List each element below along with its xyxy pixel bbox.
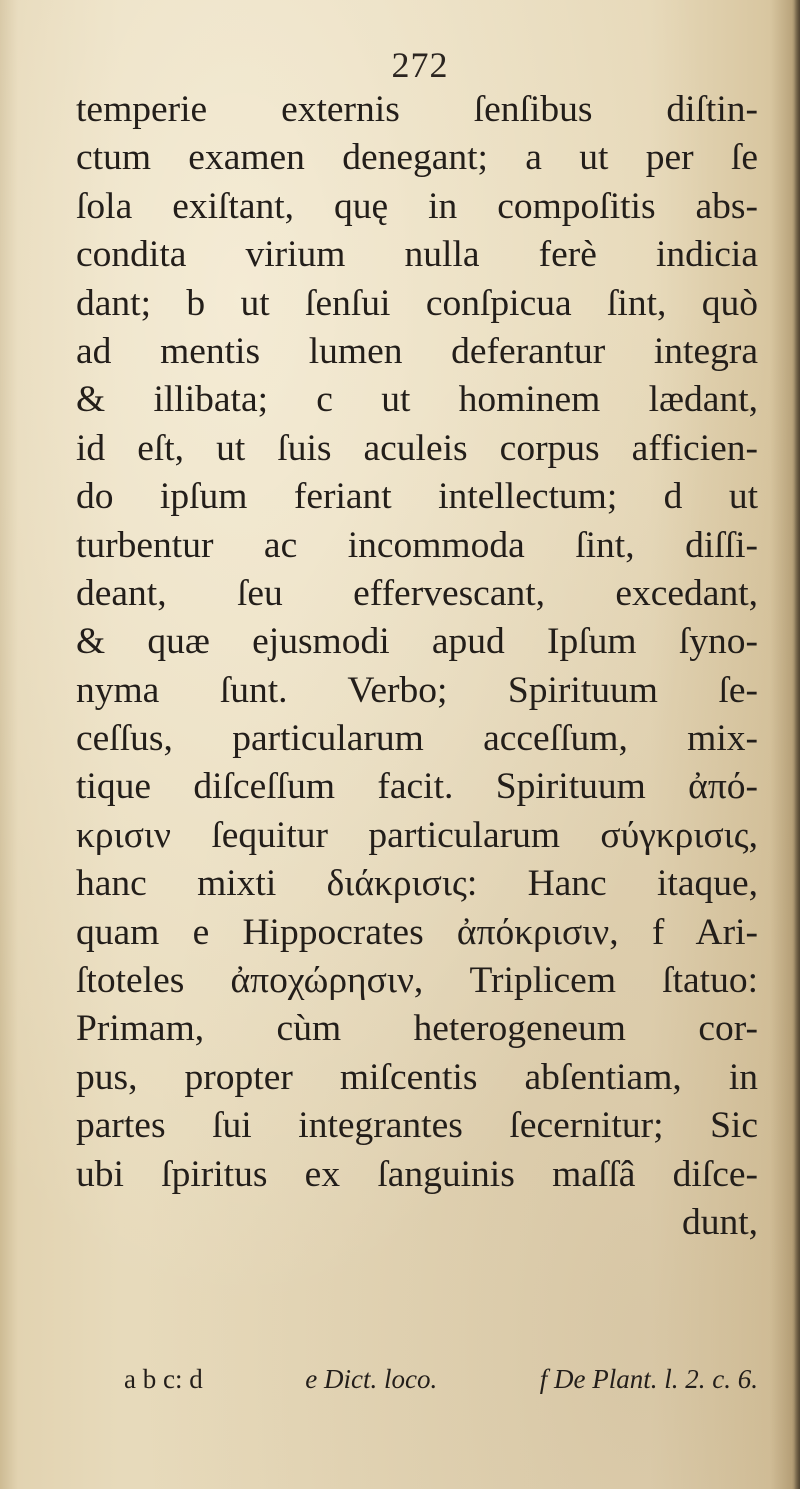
text-line: quam e Hippocrates ἀπόκρισιν, f Ari-	[76, 911, 758, 953]
text-line: condita virium nulla ferè indicia	[76, 234, 758, 276]
page-edge-shadow	[794, 0, 800, 1489]
footnote-e: e Dict. loco.	[305, 1364, 438, 1394]
text-line: turbentur ac incommoda ſint, diſſi-	[76, 524, 758, 566]
text-line: Primam, cùm heterogeneum cor-	[76, 1008, 758, 1050]
footnote-f: f De Plant. l. 2. c. 6.	[539, 1364, 758, 1394]
text-line: ſtoteles ἀποχώρησιν, Triplicem ſtatuo:	[76, 960, 758, 1002]
text-line: dant; b ut ſenſui conſpicua ſint, quò	[76, 282, 758, 324]
text-line: pus, propter miſcentis abſentiam, in	[76, 1056, 758, 1098]
text-line: & quæ ejusmodi apud Ipſum ſyno-	[76, 621, 758, 663]
text-line: nyma ſunt. Verbo; Spirituum ſe-	[76, 669, 758, 711]
text-line: hanc mixti διάκρισις: Hanc itaque,	[76, 863, 758, 905]
text-line: id eſt, ut ſuis aculeis corpus afficien-	[76, 427, 758, 469]
text-line: deant, ſeu effervescant, excedant,	[76, 572, 758, 614]
text-line: ſola exiſtant, quę in compoſitis abs-	[76, 185, 758, 227]
footnotes	[124, 1364, 758, 1395]
text-line: & illibata; c ut hominem lædant,	[76, 379, 758, 421]
text-line: κρισιν ſequitur particularum σύγκρισις,	[76, 814, 758, 856]
text-line: ubi ſpiritus ex ſanguinis maſſâ diſce-	[76, 1153, 758, 1195]
footnote-markers: a b c: d	[124, 1364, 203, 1394]
page-number: 272	[391, 45, 449, 85]
body-text	[76, 86, 758, 1247]
text-line-catchword: dunt,	[681, 1201, 758, 1243]
text-line: tique diſceſſum facit. Spirituum ἀπό-	[76, 766, 758, 808]
text-line: ad mentis lumen deferantur integra	[76, 330, 758, 372]
text-line: ceſſus, particularum acceſſum, mix-	[76, 718, 758, 760]
text-line: ctum examen denegant; a ut per ſe	[76, 137, 758, 179]
text-line: do ipſum feriant intellectum; d ut	[76, 476, 758, 518]
text-line: temperie externis ſenſibus diſtin-	[76, 89, 758, 130]
text-line: partes ſui integrantes ſecernitur; Sic	[76, 1105, 758, 1147]
